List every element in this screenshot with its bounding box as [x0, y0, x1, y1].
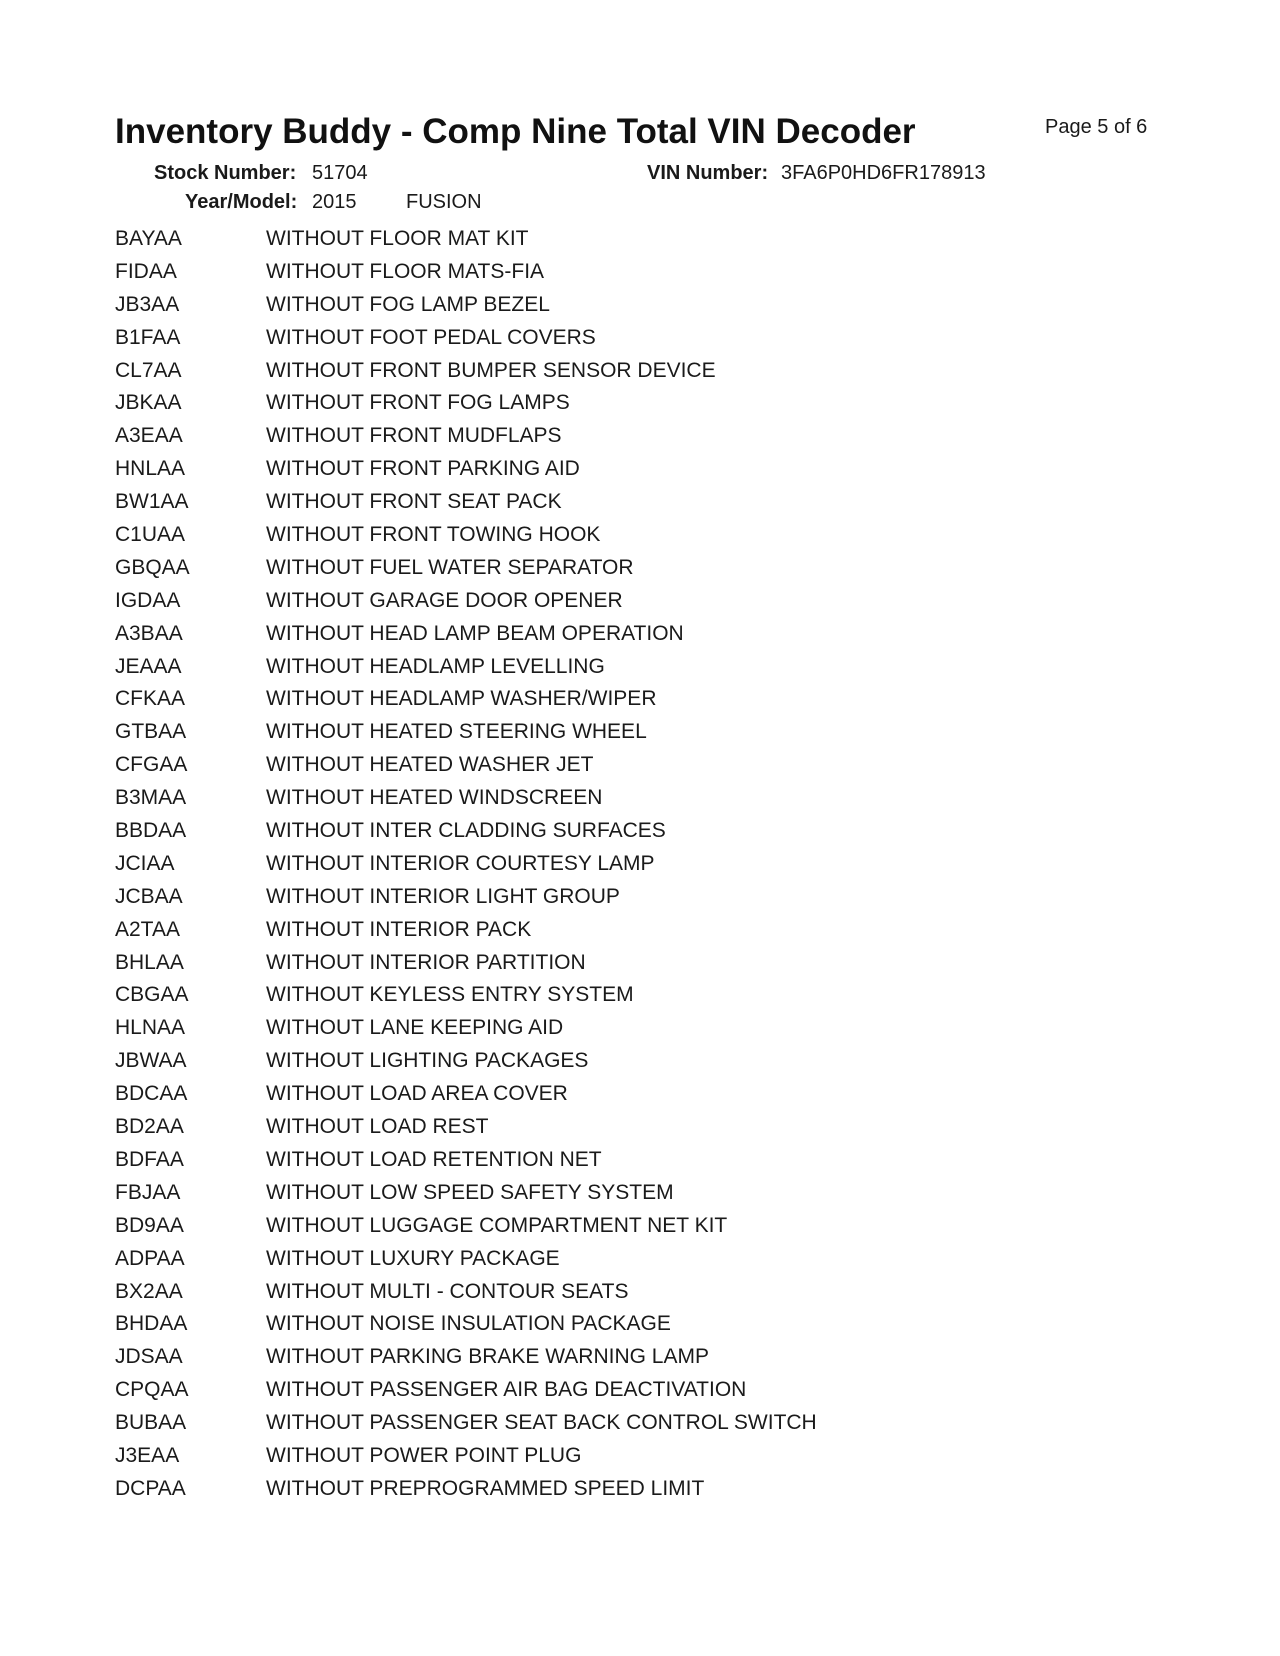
option-row [0, 556, 1280, 589]
option-row [0, 622, 1280, 655]
option-description: WITHOUT LOAD REST [266, 1115, 489, 1139]
option-description: WITHOUT LOAD AREA COVER [266, 1082, 568, 1106]
option-row [0, 391, 1280, 424]
option-description: WITHOUT POWER POINT PLUG [266, 1443, 582, 1467]
option-code: BD2AA [115, 1115, 184, 1139]
option-description: WITHOUT FRONT SEAT PACK [266, 490, 562, 514]
option-code: BDCAA [115, 1082, 188, 1106]
option-code: A2TAA [115, 917, 180, 941]
option-row [0, 918, 1280, 951]
stock-number-value: 51704 [312, 162, 368, 184]
option-description: WITHOUT FOG LAMP BEZEL [266, 292, 550, 316]
option-description: WITHOUT HEADLAMP WASHER/WIPER [266, 687, 657, 711]
option-code: FBJAA [115, 1180, 181, 1204]
option-description: WITHOUT INTERIOR LIGHT GROUP [266, 884, 620, 908]
option-row [0, 490, 1280, 523]
option-code: JB3AA [115, 292, 180, 316]
option-description: WITHOUT NOISE INSULATION PACKAGE [266, 1312, 671, 1336]
option-code: BW1AA [115, 490, 189, 514]
option-code: CPQAA [115, 1378, 189, 1402]
option-row [0, 1214, 1280, 1247]
option-row [0, 227, 1280, 260]
option-description: WITHOUT FRONT BUMPER SENSOR DEVICE [266, 358, 716, 382]
option-row [0, 1247, 1280, 1280]
option-row [0, 1115, 1280, 1148]
option-row [0, 1280, 1280, 1313]
option-description: WITHOUT GARAGE DOOR OPENER [266, 588, 623, 612]
option-description: WITHOUT KEYLESS ENTRY SYSTEM [266, 983, 634, 1007]
option-description: WITHOUT HEATED WASHER JET [266, 753, 594, 777]
vin-number-value: 3FA6P0HD6FR178913 [781, 162, 986, 184]
stock-number-label: Stock Number: [154, 162, 297, 184]
option-row [0, 720, 1280, 753]
option-code: CBGAA [115, 983, 189, 1007]
option-row [0, 983, 1280, 1016]
vin-number-label: VIN Number: [647, 162, 769, 184]
option-code: JBKAA [115, 391, 182, 415]
option-row [0, 1477, 1280, 1510]
option-description: WITHOUT FLOOR MAT KIT [266, 227, 529, 250]
option-code-list [0, 227, 1280, 1510]
year-value: 2015 [312, 191, 357, 213]
option-row [0, 359, 1280, 392]
option-row [0, 424, 1280, 457]
option-code: BBDAA [115, 819, 187, 843]
option-description: WITHOUT PREPROGRAMMED SPEED LIMIT [266, 1476, 705, 1500]
option-row [0, 293, 1280, 326]
option-description: WITHOUT FRONT PARKING AID [266, 457, 580, 481]
option-code: CL7AA [115, 358, 182, 382]
option-row [0, 951, 1280, 984]
option-description: WITHOUT PASSENGER SEAT BACK CONTROL SWITCH [266, 1411, 817, 1435]
option-description: WITHOUT INTERIOR COURTESY LAMP [266, 851, 655, 875]
option-code: IGDAA [115, 588, 181, 612]
option-row [0, 1082, 1280, 1115]
option-row [0, 1312, 1280, 1345]
option-row [0, 1444, 1280, 1477]
option-description: WITHOUT FOOT PEDAL COVERS [266, 325, 596, 349]
option-row [0, 1345, 1280, 1378]
option-code: B1FAA [115, 325, 181, 349]
option-row [0, 1049, 1280, 1082]
option-row [0, 326, 1280, 359]
option-description: WITHOUT LUXURY PACKAGE [266, 1246, 560, 1270]
option-code: GBQAA [115, 555, 190, 579]
option-description: WITHOUT HEATED STEERING WHEEL [266, 720, 647, 744]
option-code: GTBAA [115, 720, 187, 744]
option-description: WITHOUT HEAD LAMP BEAM OPERATION [266, 621, 684, 645]
option-description: WITHOUT PASSENGER AIR BAG DEACTIVATION [266, 1378, 747, 1402]
option-description: WITHOUT LUGGAGE COMPARTMENT NET KIT [266, 1213, 728, 1237]
option-code: JCIAA [115, 851, 175, 875]
option-code: JEAAA [115, 654, 182, 678]
option-description: WITHOUT FRONT TOWING HOOK [266, 523, 601, 547]
option-code: BD9AA [115, 1213, 184, 1237]
option-code: JBWAA [115, 1049, 187, 1073]
option-code: A3EAA [115, 424, 183, 448]
option-description: WITHOUT LOAD RETENTION NET [266, 1147, 602, 1171]
option-row [0, 1378, 1280, 1411]
option-row [0, 687, 1280, 720]
option-description: WITHOUT INTER CLADDING SURFACES [266, 819, 666, 843]
option-description: WITHOUT INTERIOR PARTITION [266, 950, 586, 974]
option-row [0, 655, 1280, 688]
option-row [0, 1016, 1280, 1049]
option-row [0, 819, 1280, 852]
option-code: J3EAA [115, 1443, 180, 1467]
option-code: BAYAA [115, 227, 182, 250]
page-number: Page 5 of 6 [1045, 116, 1148, 138]
option-description: WITHOUT FLOOR MATS-FIA [266, 259, 545, 283]
option-description: WITHOUT FRONT MUDFLAPS [266, 424, 562, 448]
option-code: JDSAA [115, 1345, 183, 1369]
option-row [0, 1148, 1280, 1181]
option-code: HLNAA [115, 1016, 186, 1040]
option-row [0, 786, 1280, 819]
option-description: WITHOUT FRONT FOG LAMPS [266, 391, 570, 415]
model-value: FUSION [406, 191, 482, 213]
year-model-label: Year/Model: [185, 191, 298, 213]
option-description: WITHOUT LOW SPEED SAFETY SYSTEM [266, 1180, 674, 1204]
option-description: WITHOUT FUEL WATER SEPARATOR [266, 555, 634, 579]
option-row [0, 457, 1280, 490]
option-description: WITHOUT MULTI - CONTOUR SEATS [266, 1279, 629, 1303]
option-code: BHDAA [115, 1312, 188, 1336]
option-description: WITHOUT INTERIOR PACK [266, 917, 532, 941]
option-code: C1UAA [115, 523, 186, 547]
option-row [0, 852, 1280, 885]
option-code: B3MAA [115, 786, 187, 810]
option-row [0, 523, 1280, 556]
option-row [0, 1181, 1280, 1214]
option-description: WITHOUT LIGHTING PACKAGES [266, 1049, 589, 1073]
option-code: BUBAA [115, 1411, 187, 1435]
option-code: A3BAA [115, 621, 183, 645]
option-row [0, 1411, 1280, 1444]
option-code: FIDAA [115, 259, 177, 283]
document-title: Inventory Buddy - Comp Nine Total VIN Decoder [115, 112, 916, 151]
option-code: BDFAA [115, 1147, 184, 1171]
option-description: WITHOUT LANE KEEPING AID [266, 1016, 564, 1040]
option-description: WITHOUT PARKING BRAKE WARNING LAMP [266, 1345, 709, 1369]
option-code: CFGAA [115, 753, 188, 777]
option-code: HNLAA [115, 457, 186, 481]
option-description: WITHOUT HEATED WINDSCREEN [266, 786, 603, 810]
option-code: BX2AA [115, 1279, 183, 1303]
option-row [0, 885, 1280, 918]
option-code: JCBAA [115, 884, 183, 908]
option-row [0, 260, 1280, 293]
option-code: BHLAA [115, 950, 184, 974]
option-description: WITHOUT HEADLAMP LEVELLING [266, 654, 605, 678]
option-row [0, 753, 1280, 786]
option-code: DCPAA [115, 1476, 186, 1500]
option-code: ADPAA [115, 1246, 185, 1270]
option-code: CFKAA [115, 687, 186, 711]
option-row [0, 589, 1280, 622]
